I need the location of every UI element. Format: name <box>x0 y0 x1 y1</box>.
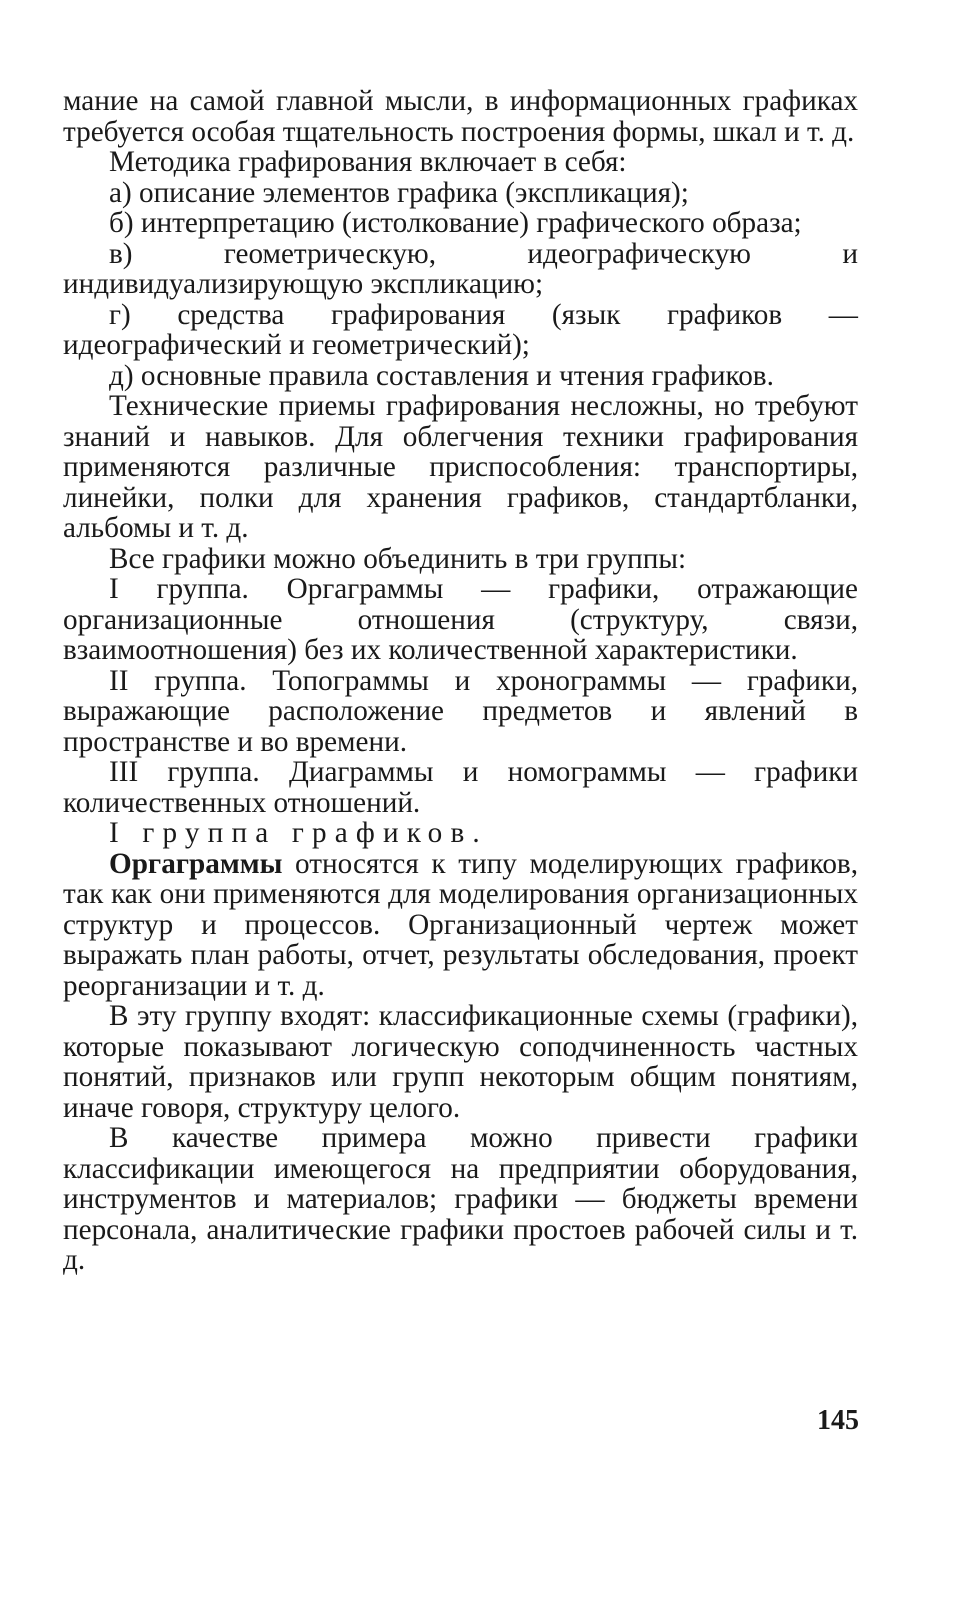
paragraph-continuation: мание на самой главной мысли, в информационных графиках требуется особая тщательность построения формы, шкал и т. д. <box>63 85 858 148</box>
list-item-v: в) геометрическую, идеографическую и индивидуализирующую экспликацию; <box>63 237 858 300</box>
page-number: 145 <box>817 1405 859 1436</box>
list-item-d: д) основные правила составления и чтения графиков. <box>109 359 774 392</box>
paragraph-examples: В качестве примера можно привести графики классификации имеющегося на предприятии оборудования, инструментов и материалов; графики — бюджеты времени персонала, аналитические графики простоев рабочей силы и т. д. <box>63 1122 858 1276</box>
paragraph-orgagrams-text: относятся к типу моделирующих графиков, так как они применяются для моделирования организационных структур и процессов. Организационный чертеж может выражать план работы, отчет, результаты обследования, проект реорганизации и т. д. <box>63 847 858 1002</box>
paragraph-methodology-intro: Методика графирования включает в себя: <box>109 146 627 178</box>
group-3-item: III группа. Диаграммы и номограммы — графики количественных отношений. <box>63 756 858 819</box>
term-orgagrams: Оргаграммы <box>109 847 283 880</box>
group-1-item: I группа. Оргаграммы — графики, отражающие организационные отношения (структуру, связи, взаимоотношения) без их количественной характеристики. <box>63 573 858 666</box>
list-item-a: а) описание элементов графика (экспликация); <box>109 176 689 209</box>
paragraph-classification: В эту группу входят: классификационные схемы (графики), которые показывают логическую соподчиненность частных понятий, признаков или групп некоторым общим понятиям, иначе говоря, структуру целого. <box>63 1000 858 1124</box>
group-2-item: II группа. Топограммы и хронограммы — графики, выражающие расположение предметов и явлений в пространстве и во времени. <box>63 664 858 758</box>
page-body <box>63 86 858 1276</box>
paragraph-techniques: Технические приемы графирования несложны, но требуют знаний и навыков. Для облегчения техники графирования применяются различные приспособления: транспортиры, линейки, полки для хранения графиков, стандартбланки, альбомы и т. д. <box>63 390 858 544</box>
section-heading: I группа графиков. <box>109 817 488 849</box>
list-item-b: б) интерпретацию (истолкование) графического образа; <box>109 207 802 239</box>
paragraph-groups-intro: Все графики можно объединить в три группы: <box>109 542 687 575</box>
list-item-g: г) средства графирования (язык графиков — идеографический и геометрический); <box>63 298 858 361</box>
paragraph-orgagrams <box>63 849 858 1002</box>
